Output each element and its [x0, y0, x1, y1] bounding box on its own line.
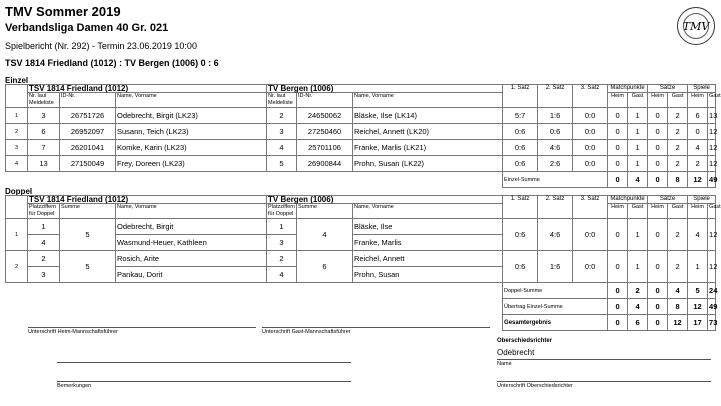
total-spiele-gast: 73 — [708, 315, 716, 331]
doppel-col-summe-away: Summe — [297, 204, 353, 219]
satz2: 1:6 — [538, 251, 573, 283]
match-gast: 1 — [628, 108, 648, 124]
home-id: 26952097 — [60, 124, 116, 140]
sum-spiele-heim: 12 — [688, 172, 708, 188]
doppel-col-satz1: 1. Satz — [503, 196, 538, 219]
remarks-line-2 — [57, 381, 351, 382]
einzel-col-spiele: Spiele — [688, 85, 716, 93]
doppel-table — [5, 195, 721, 331]
doppel-col-g-gast: Gast — [708, 204, 716, 219]
home-id: 26201041 — [60, 140, 116, 156]
page-title: TMV Sommer 2019 — [5, 4, 121, 19]
sig-home-label: Unterschrift Heim-Mannschaftsführer — [28, 329, 118, 335]
away-summe: 4 — [297, 219, 353, 251]
home-platz: 2 — [28, 251, 60, 267]
home-platz: 3 — [28, 267, 60, 283]
row-index: 1 — [6, 108, 28, 124]
spiele-heim: 6 — [688, 108, 708, 124]
satz3: 0:0 — [573, 156, 608, 172]
satz1: 0:6 — [503, 140, 538, 156]
einzel-away-team: TV Bergen (1006) — [268, 84, 334, 93]
home-player: Pankau, Dorit — [116, 267, 267, 283]
sig-away-line — [262, 327, 490, 328]
saetze-gast: 2 — [668, 156, 688, 172]
einzel-col-mp-gast: Gast — [628, 93, 648, 108]
satz1: 5:7 — [503, 108, 538, 124]
einzel-col-saetze: Sätze — [648, 85, 688, 93]
spiele-heim: 4 — [688, 219, 708, 251]
carry-spiele-heim: 12 — [688, 299, 708, 315]
league-name: Verbandsliga Damen 40 Gr. 021 — [5, 22, 169, 34]
sum-match-gast: 4 — [628, 172, 648, 188]
match-result: TSV 1814 Friedland (1012) : TV Bergen (1006) 0 : 6 — [5, 58, 219, 68]
referee-name-line — [497, 359, 711, 360]
spiele-heim: 2 — [688, 156, 708, 172]
spiele-heim: 1 — [688, 251, 708, 283]
sum-match-heim: 0 — [608, 283, 628, 299]
doppel-section-label: Doppel — [5, 187, 33, 196]
doppel-col-saetze: Sätze — [648, 196, 688, 204]
away-player: Prohn, Susan (LK22) — [353, 156, 503, 172]
pair-index: 1 — [6, 219, 28, 251]
home-player: Frey, Doreen (LK23) — [116, 156, 267, 172]
remarks-line-1 — [57, 362, 351, 363]
away-platz: 4 — [267, 267, 297, 283]
satz2: 4:6 — [538, 140, 573, 156]
einzel-home-team: TSV 1814 Friedland (1012) — [29, 84, 129, 93]
doppel-home-team: TSV 1814 Friedland (1012) — [29, 195, 129, 204]
match-gast: 1 — [628, 124, 648, 140]
away-nr: 5 — [267, 156, 297, 172]
row-index: 4 — [6, 156, 28, 172]
spiele-gast: 12 — [708, 140, 716, 156]
einzel-table — [5, 84, 721, 188]
spiele-heim: 4 — [688, 140, 708, 156]
match-gast: 1 — [628, 219, 648, 251]
satz3: 0:0 — [573, 219, 608, 251]
saetze-gast: 2 — [668, 108, 688, 124]
report-info: Spielbericht (Nr. 292) - Termin 23.06.2019 10:00 — [5, 41, 197, 51]
match-gast: 1 — [628, 251, 648, 283]
einzel-sum-label: Einzel-Summe — [503, 172, 608, 188]
spiele-heim: 0 — [688, 124, 708, 140]
doppel-col-name-away: Name, Vorname — [353, 204, 503, 219]
einzel-header-blank — [6, 85, 28, 108]
einzel-col-name-home: Name, Vorname — [116, 93, 267, 108]
satz3: 0:0 — [573, 251, 608, 283]
row-index: 3 — [6, 140, 28, 156]
referee-name-label: Name — [497, 361, 512, 367]
away-nr: 2 — [267, 108, 297, 124]
saetze-gast: 2 — [668, 140, 688, 156]
einzel-col-satz2: 2. Satz — [538, 85, 573, 108]
saetze-gast: 2 — [668, 124, 688, 140]
satz2: 4:6 — [538, 219, 573, 251]
home-player: Odebrecht, Birgit — [116, 219, 267, 235]
tmv-logo — [677, 7, 715, 45]
satz3: 0:0 — [573, 140, 608, 156]
match-heim: 0 — [608, 251, 628, 283]
einzel-col-id-away: ID-Nr. — [297, 93, 353, 108]
satz1: 0:6 — [503, 124, 538, 140]
total-saetze-heim: 0 — [648, 315, 668, 331]
doppel-col-summe-home: Summe — [60, 204, 116, 219]
sum-match-gast: 2 — [628, 283, 648, 299]
spiele-gast: 12 — [708, 156, 716, 172]
doppel-sum-label: Doppel-Summe — [503, 283, 608, 299]
home-id: 27150049 — [60, 156, 116, 172]
referee-heading: Oberschiedsrichter — [497, 338, 553, 344]
away-summe: 6 — [297, 251, 353, 283]
home-platz: 1 — [28, 219, 60, 235]
einzel-col-matchpunkte: Matchpunkte — [608, 85, 648, 93]
total-match-gast: 6 — [628, 315, 648, 331]
einzel-col-name-away: Name, Vorname — [353, 93, 503, 108]
einzel-row — [6, 140, 716, 156]
sum-saetze-heim: 0 — [648, 172, 668, 188]
home-summe: 5 — [60, 251, 116, 283]
saetze-gast: 2 — [668, 219, 688, 251]
saetze-heim: 0 — [648, 251, 668, 283]
carry-spiele-gast: 49 — [708, 299, 716, 315]
away-player: Franke, Marlis — [353, 235, 503, 251]
away-player: Reichel, Annett (LK20) — [353, 124, 503, 140]
spiele-gast: 12 — [708, 219, 716, 251]
saetze-gast: 2 — [668, 251, 688, 283]
home-nr: 13 — [28, 156, 60, 172]
home-id: 26751726 — [60, 108, 116, 124]
match-gast: 1 — [628, 140, 648, 156]
carry-saetze-heim: 0 — [648, 299, 668, 315]
saetze-heim: 0 — [648, 219, 668, 251]
carry-saetze-gast: 8 — [668, 299, 688, 315]
carry-match-gast: 4 — [628, 299, 648, 315]
away-player: Prohn, Susan — [353, 267, 503, 283]
carry-match-heim: 0 — [608, 299, 628, 315]
match-heim: 0 — [608, 124, 628, 140]
doppel-col-s-gast: Gast — [668, 204, 688, 219]
carry-label: Übertrag Einzel-Summe — [503, 299, 608, 315]
spiele-gast: 13 — [708, 108, 716, 124]
home-nr: 6 — [28, 124, 60, 140]
doppel-row — [6, 251, 716, 267]
doppel-col-platz-home: Platzziffern für Doppel — [28, 204, 60, 219]
away-nr: 3 — [267, 124, 297, 140]
sig-referee-label: Unterschrift Oberschiedsrichter — [497, 383, 573, 389]
away-id: 25701106 — [297, 140, 353, 156]
away-id: 27250460 — [297, 124, 353, 140]
total-spiele-heim: 17 — [688, 315, 708, 331]
einzel-col-mp-heim: Heim — [608, 93, 628, 108]
home-platz: 4 — [28, 235, 60, 251]
satz2: 2:6 — [538, 156, 573, 172]
einzel-col-s-gast: Gast — [668, 93, 688, 108]
away-platz: 1 — [267, 219, 297, 235]
saetze-heim: 0 — [648, 156, 668, 172]
saetze-heim: 0 — [648, 124, 668, 140]
match-heim: 0 — [608, 219, 628, 251]
saetze-heim: 0 — [648, 140, 668, 156]
home-player: Odebrecht, Birgit (LK23) — [116, 108, 267, 124]
satz2: 1:6 — [538, 108, 573, 124]
satz2: 0:6 — [538, 124, 573, 140]
sum-spiele-gast: 49 — [708, 172, 716, 188]
remarks-label: Bemerkungen — [57, 383, 92, 389]
home-nr: 7 — [28, 140, 60, 156]
sig-referee-line — [497, 381, 711, 382]
doppel-away-team: TV Bergen (1006) — [268, 195, 334, 204]
row-index: 2 — [6, 124, 28, 140]
doppel-sum-row — [6, 283, 716, 299]
total-label: Gesamtergebnis — [503, 315, 608, 331]
sum-saetze-gast: 8 — [668, 172, 688, 188]
home-player: Wasmund-Heuer, Kathleen — [116, 235, 267, 251]
spiele-gast: 12 — [708, 124, 716, 140]
saetze-heim: 0 — [648, 108, 668, 124]
einzel-row — [6, 108, 716, 124]
sum-spiele-gast: 24 — [708, 283, 716, 299]
away-player: Franke, Marlis (LK21) — [353, 140, 503, 156]
away-player: Bläske, Ilse — [353, 219, 503, 235]
away-platz: 3 — [267, 235, 297, 251]
match-heim: 0 — [608, 156, 628, 172]
einzel-col-nr-away: Nr. laut Meldeliste — [267, 93, 297, 108]
away-player: Reichel, Annett — [353, 251, 503, 267]
doppel-row — [6, 219, 716, 235]
satz3: 0:0 — [573, 124, 608, 140]
sig-home-line — [28, 327, 256, 328]
total-saetze-gast: 12 — [668, 315, 688, 331]
satz3: 0:0 — [573, 108, 608, 124]
logo-text: TMV — [683, 13, 709, 39]
away-nr: 4 — [267, 140, 297, 156]
doppel-col-spiele: Spiele — [688, 196, 716, 204]
spiele-gast: 12 — [708, 251, 716, 283]
home-summe: 5 — [60, 219, 116, 251]
doppel-col-platz-away: Platzziffern für Doppel — [268, 204, 296, 217]
sig-away-label: Unterschrift Gast-Mannschaftsführer — [262, 329, 351, 335]
einzel-away-header — [267, 85, 503, 93]
pair-index: 2 — [6, 251, 28, 283]
carry-row — [6, 299, 716, 315]
sum-match-heim: 0 — [608, 172, 628, 188]
match-heim: 0 — [608, 140, 628, 156]
home-player: Komke, Karin (LK23) — [116, 140, 267, 156]
einzel-col-nr-home: Nr. laut Meldeliste — [28, 93, 60, 108]
home-nr: 3 — [28, 108, 60, 124]
match-heim: 0 — [608, 108, 628, 124]
doppel-col-satz3: 3. Satz — [573, 196, 608, 219]
doppel-col-satz2: 2. Satz — [538, 196, 573, 219]
home-player: Susann, Teich (LK23) — [116, 124, 267, 140]
einzel-home-header — [28, 85, 267, 93]
sum-saetze-gast: 4 — [668, 283, 688, 299]
satz1: 0:6 — [503, 219, 538, 251]
home-player: Rosich, Arite — [116, 251, 267, 267]
einzel-row — [6, 156, 716, 172]
einzel-col-id-home: ID-Nr. — [60, 93, 116, 108]
einzel-section-label: Einzel — [5, 76, 29, 85]
einzel-col-satz3: 3. Satz — [573, 85, 608, 108]
away-platz: 2 — [267, 251, 297, 267]
away-player: Bläske, Ilse (LK14) — [353, 108, 503, 124]
doppel-col-name-home: Name, Vorname — [116, 204, 267, 219]
doppel-col-mp-heim: Heim — [608, 204, 628, 219]
einzel-col-s-heim: Heim — [648, 93, 668, 108]
einzel-col-satz1: 1. Satz — [503, 85, 538, 108]
einzel-row — [6, 124, 716, 140]
einzel-col-g-heim: Heim — [688, 93, 708, 108]
sum-spiele-heim: 5 — [688, 283, 708, 299]
satz1: 0:6 — [503, 156, 538, 172]
doppel-col-matchpunkte: Matchpunkte — [608, 196, 648, 204]
einzel-col-g-gast: Gast — [708, 93, 716, 108]
away-id: 24650062 — [297, 108, 353, 124]
sum-saetze-heim: 0 — [648, 283, 668, 299]
doppel-col-s-heim: Heim — [648, 204, 668, 219]
match-gast: 1 — [628, 156, 648, 172]
doppel-col-g-heim: Heim — [688, 204, 708, 219]
satz1: 0:6 — [503, 251, 538, 283]
referee-name: Odebrecht — [497, 348, 535, 357]
einzel-sum-row — [6, 172, 716, 188]
total-match-heim: 0 — [608, 315, 628, 331]
doppel-col-mp-gast: Gast — [628, 204, 648, 219]
away-id: 26900844 — [297, 156, 353, 172]
